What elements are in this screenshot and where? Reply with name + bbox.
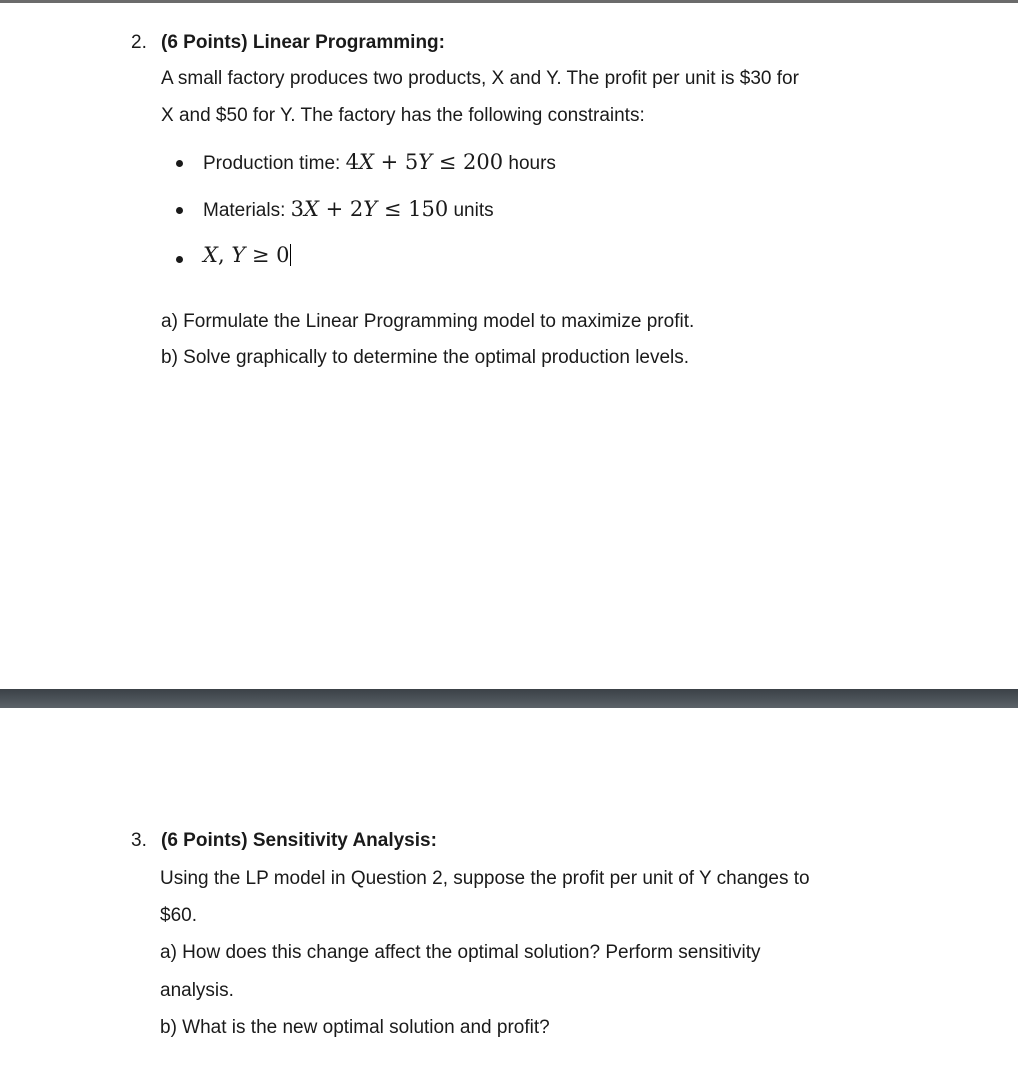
question-2-title: (6 Points) Linear Programming: bbox=[161, 32, 445, 53]
question-2-intro-line-1: A small factory produces two products, X and Y. The profit per unit is $30 for bbox=[161, 68, 799, 89]
bullet-icon bbox=[176, 160, 183, 167]
question-2-intro-line-2: X and $50 for Y. The factory has the following constraints: bbox=[161, 105, 645, 126]
constraint-nonnegativity bbox=[203, 243, 291, 268]
question-2-part-a: a) Formulate the Linear Programming model to maximize profit. bbox=[161, 311, 695, 332]
document-page-1 bbox=[0, 3, 1018, 689]
question-3-intro-line-1: Using the LP model in Question 2, suppose the profit per unit of Y changes to bbox=[160, 868, 810, 889]
question-3-number: 3. bbox=[131, 830, 147, 851]
constraint-label: Materials: bbox=[203, 200, 291, 221]
constraint-production-time bbox=[203, 150, 556, 175]
question-3-part-a-line-2: analysis. bbox=[160, 980, 234, 1001]
question-3-part-a-line-1: a) How does this change affect the optimal solution? Perform sensitivity bbox=[160, 942, 761, 963]
constraint-unit: units bbox=[448, 200, 494, 221]
question-2-number: 2. bbox=[131, 32, 147, 53]
question-3-part-b: b) What is the new optimal solution and profit? bbox=[160, 1017, 550, 1038]
constraint-expression: 3X + 2Y ≤ 150 bbox=[290, 197, 449, 221]
page-break-separator bbox=[0, 689, 1018, 708]
constraint-materials bbox=[203, 197, 494, 222]
constraint-expression: X, Y ≥ 0 bbox=[203, 243, 290, 267]
question-3-title: (6 Points) Sensitivity Analysis: bbox=[161, 830, 437, 851]
question-2-part-b: b) Solve graphically to determine the optimal production levels. bbox=[161, 347, 690, 368]
bullet-icon bbox=[176, 256, 183, 263]
text-cursor bbox=[290, 244, 291, 266]
document-page-2 bbox=[0, 708, 1018, 1076]
constraint-label: Production time: bbox=[203, 153, 346, 174]
constraint-unit: hours bbox=[503, 153, 556, 174]
question-3-intro-line-2: $60. bbox=[160, 905, 197, 926]
constraint-expression: 4X + 5Y ≤ 200 bbox=[345, 150, 504, 174]
bullet-icon bbox=[176, 207, 183, 214]
